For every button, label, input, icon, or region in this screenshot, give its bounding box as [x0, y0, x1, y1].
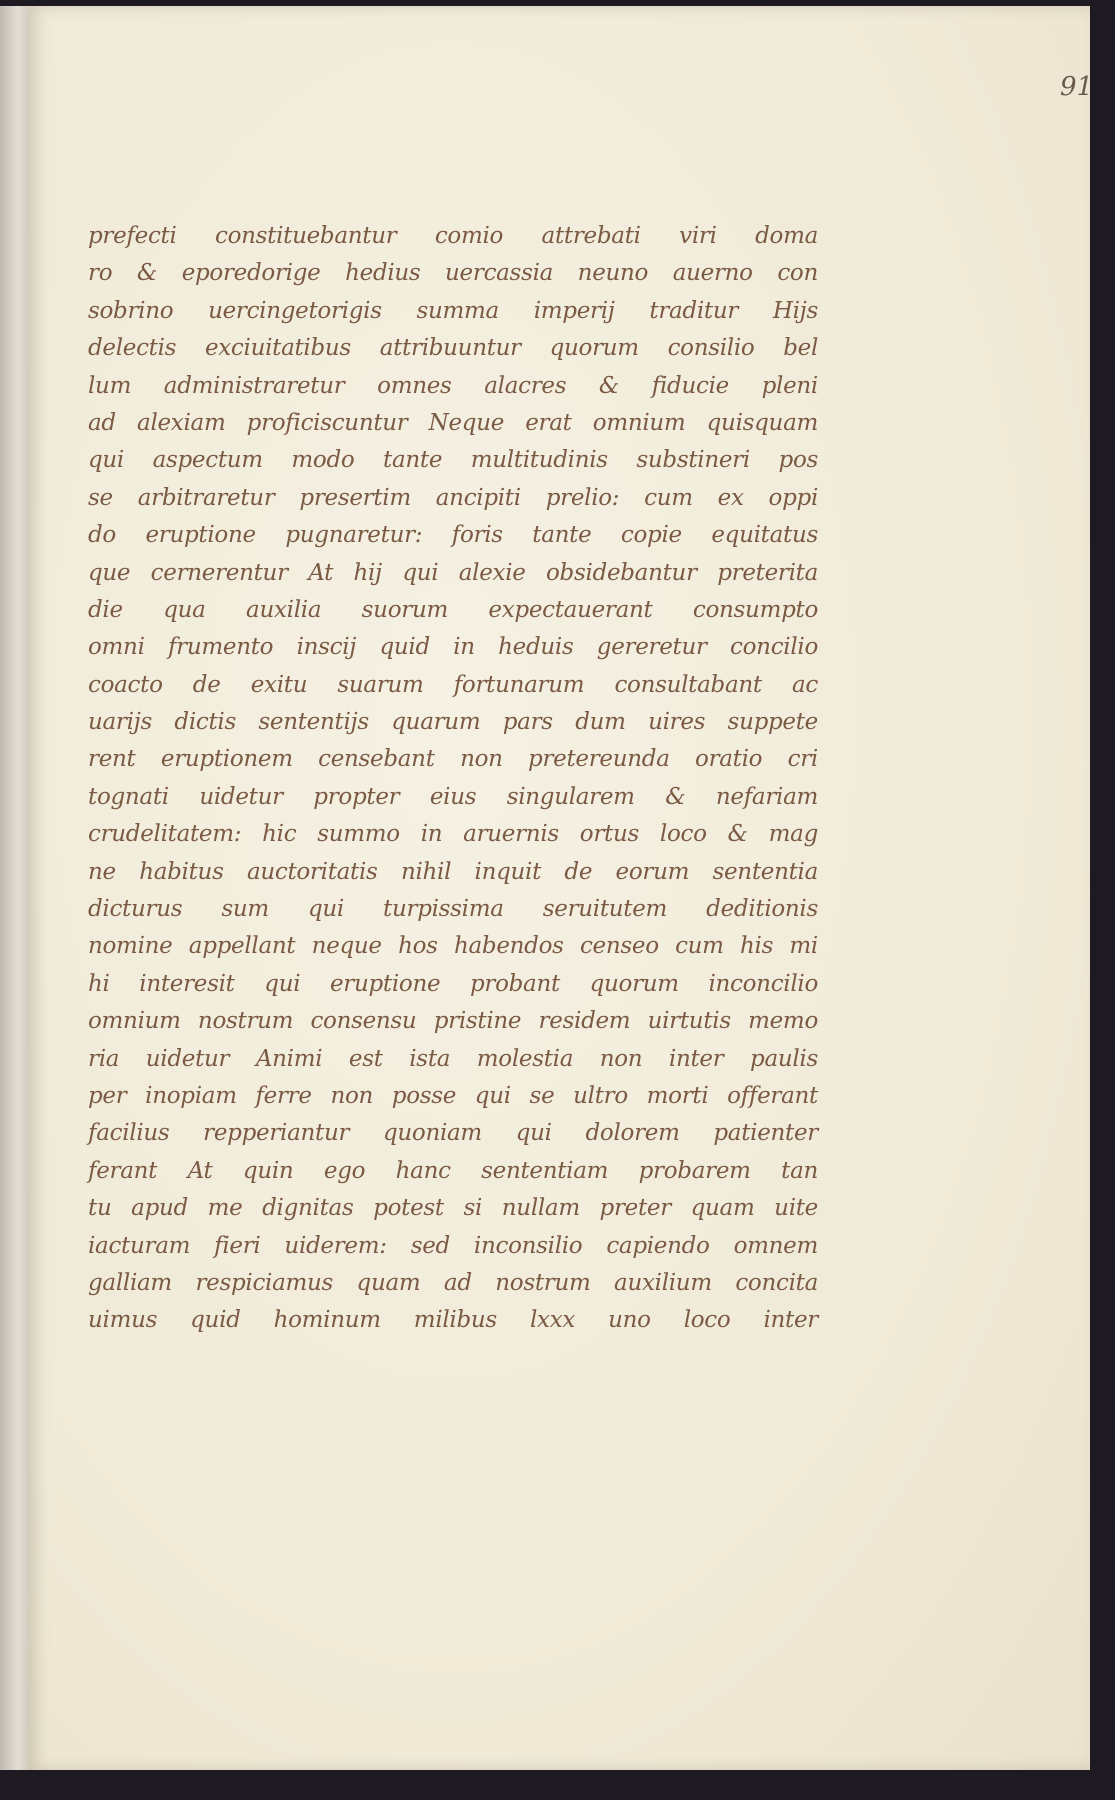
text-line: die qua auxilia suorum expectauerant consumpto — [88, 596, 818, 623]
text-line: omnium nostrum consensu pristine residem uirtutis memo — [88, 1008, 818, 1035]
folio-number: 91 — [1060, 72, 1094, 102]
text-line: nomine appellant neque hos habendos censeo cum his mi — [88, 933, 818, 960]
text-line: coacto de exitu suarum fortunarum consultabant ac — [88, 671, 818, 698]
text-line: ferant At quin ego hanc sententiam probarem tan — [88, 1157, 818, 1184]
text-line: delectis exciuitatibus attribuuntur quorum consilio bel — [88, 335, 818, 362]
manuscript-text-block — [88, 218, 818, 1340]
text-line: ad alexiam proficiscuntur Neque erat omnium quisquam — [88, 409, 818, 436]
text-line: que cernerentur At hij qui alexie obsidebantur preterita — [88, 559, 818, 586]
text-line: galliam respiciamus quam ad nostrum auxilium concita — [88, 1269, 818, 1296]
manuscript-page — [28, 6, 1094, 1770]
text-line: do eruptione pugnaretur: foris tante copie equitatus — [88, 522, 818, 549]
text-line: per inopiam ferre non posse qui se ultro morti offerant — [88, 1082, 818, 1109]
text-line: se arbitraretur presertim ancipiti prelio: cum ex oppi — [88, 484, 818, 511]
text-line: prefecti constituebantur comio attrebati viri doma — [88, 223, 818, 249]
text-line: dicturus sum qui turpissima seruitutem deditionis — [88, 896, 818, 923]
text-line: uimus quid hominum milibus lxxx uno loco inter — [88, 1307, 818, 1334]
text-line: tognati uidetur propter eius singularem & nefariam — [88, 783, 818, 810]
text-line: facilius repperiantur quoniam qui dolorem patienter — [88, 1120, 818, 1147]
text-line: ria uidetur Animi est ista molestia non inter paulis — [88, 1045, 818, 1072]
text-line: qui aspectum modo tante multitudinis substineri pos — [88, 447, 818, 474]
text-line: uarijs dictis sententijs quarum pars dum uires suppete — [88, 709, 818, 736]
text-line: sobrino uercingetorigis summa imperij traditur Hijs — [88, 297, 818, 324]
text-line: rent eruptionem censebant non pretereunda oratio cri — [88, 746, 818, 773]
text-line: crudelitatem: hic summo in aruernis ortus loco & mag — [88, 821, 818, 848]
text-line: iacturam fieri uiderem: sed inconsilio capiendo omnem — [88, 1232, 818, 1259]
text-line: hi interesit qui eruptione probant quorum inconcilio — [88, 970, 818, 997]
text-line: omni frumento inscij quid in heduis gereretur concilio — [88, 634, 818, 661]
text-line: lum administraretur omnes alacres & fiducie pleni — [88, 372, 818, 399]
adjacent-page-edge — [0, 6, 30, 1770]
text-line: ne habitus auctoritatis nihil inquit de eorum sententia — [88, 858, 818, 885]
text-line: ro & eporedorige hedius uercassia neuno auerno con — [88, 260, 818, 287]
text-line: tu apud me dignitas potest si nullam preter quam uite — [88, 1195, 818, 1222]
